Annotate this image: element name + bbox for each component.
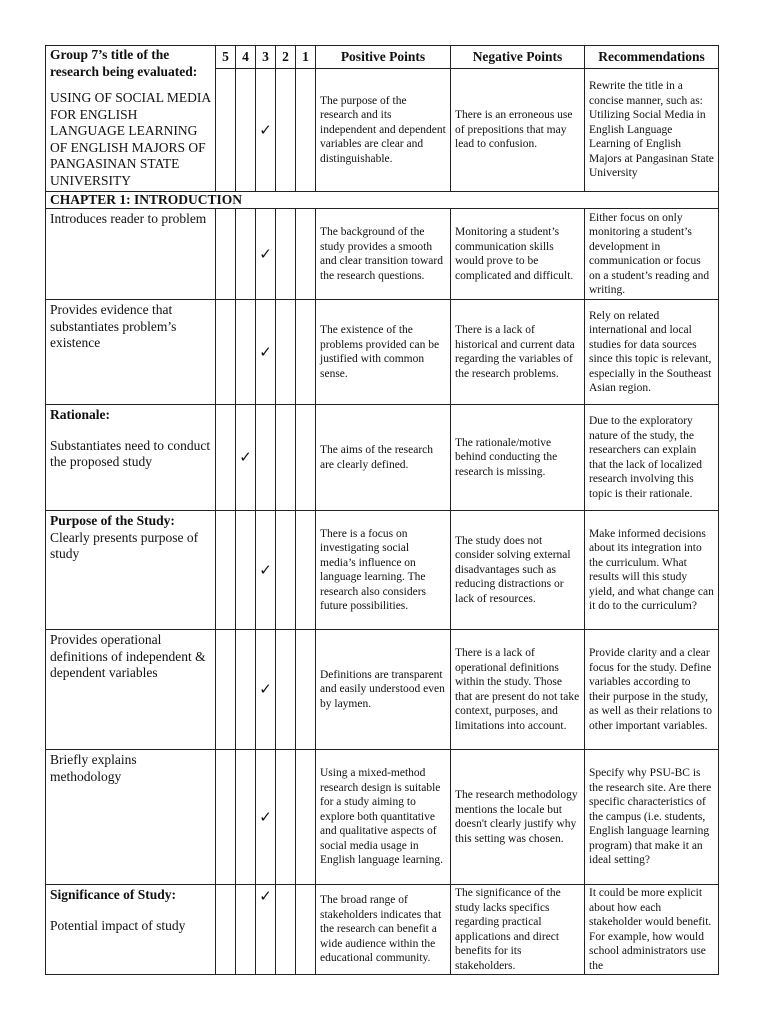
criterion-text: Provides evidence that substantiates problem’s existence [50,302,177,350]
rating-cell-2 [276,511,296,630]
rating-cell-3 [256,69,276,192]
negative-points-cell: The rationale/motive behind conducting the research is missing. [451,405,585,511]
recommendation-cell: Provide clarity and a clear focus for the study. Define variables according to their purpose in the study, as well as their relations to other important variables. [585,630,719,750]
recommendation-cell: Rewrite the title in a concise manner, such as: Utilizing Social Media in English Language Learning of English Majors at Pangasinan State University [585,69,719,192]
recommendation-cell: Rely on related international and local studies for data sources since this topic is relevant, especially in the Southeast Asian region. [585,300,719,405]
positive-points-cell: Using a mixed-method research design is suitable for a study aiming to explore both quantitative and qualitative aspects of social media usage in English language learning. [316,750,451,885]
check-mark-icon: ✓ [259,809,272,826]
criterion-cell [46,630,216,750]
check-mark-icon: ✓ [259,344,272,361]
negative-points-cell: There is a lack of operational definitions within the study. Those that are present do not take context, purposes, and limitations into account. [451,630,585,750]
rating-header-5: 5 [216,46,236,69]
rating-cell-3 [256,750,276,885]
rating-cell-5 [216,750,236,885]
study-title: USING OF SOCIAL MEDIA FOR ENGLISH LANGUAGE LEARNING OF ENGLISH MAJORS OF PANGASINAN STATE UNIVERSITY [50,90,211,188]
criterion-cell [46,209,216,300]
rating-cell-3 [256,511,276,630]
positive-points-header: Positive Points [316,46,451,69]
positive-points-cell: The purpose of the research and its independent and dependent variables are clear and distinguishable. [316,69,451,192]
criterion-text: Provides operational definitions of independent & dependent variables [50,632,206,680]
rating-cell-5 [216,69,236,192]
title-heading: Group 7’s title of the research being evaluated: [50,47,198,79]
criterion-text: Introduces reader to problem [50,211,207,226]
criterion-cell [46,300,216,405]
negative-points-cell: Monitoring a student’s communication skills would prove to be complicated and difficult. [451,209,585,300]
criterion-cell [46,511,216,630]
positive-points-cell: Definitions are transparent and easily understood even by laymen. [316,630,451,750]
criterion-text: Clearly presents purpose of study [50,529,199,561]
positive-points-cell: There is a focus on investigating social media’s influence on language learning. The research also considers future possibilities. [316,511,451,630]
recommendation-cell: It could be more explicit about how each stakeholder would benefit. For example, how would school administrators use the [585,885,719,975]
rating-cell-5 [216,300,236,405]
rating-cell-3 [256,405,276,511]
rating-header-3: 3 [256,46,276,69]
rating-cell-3 [256,885,276,975]
criterion-cell [46,885,216,975]
recommendations-header: Recommendations [585,46,719,69]
table-row [46,300,719,405]
research-title-cell [46,46,216,192]
positive-points-cell: The background of the study provides a smooth and clear transition toward the research questions. [316,209,451,300]
rating-cell-3 [256,300,276,405]
rating-cell-2 [276,209,296,300]
table-row [46,630,719,750]
rating-cell-1 [296,209,316,300]
table-row [46,511,719,630]
rating-cell-2 [276,885,296,975]
check-mark-icon: ✓ [259,246,272,263]
rating-cell-1 [296,69,316,192]
rating-cell-2 [276,405,296,511]
recommendation-cell: Specify why PSU-BC is the research site. Are there specific characteristics of the campus (i.e. students, English language learning program) that make it an ideal setting? [585,750,719,885]
rating-header-4: 4 [236,46,256,69]
rating-cell-4 [236,209,256,300]
rating-cell-5 [216,209,236,300]
rating-cell-1 [296,405,316,511]
negative-points-cell: The study does not consider solving external disadvantages such as reducing distractions or lack of resources. [451,511,585,630]
rating-cell-5 [216,885,236,975]
rating-cell-2 [276,69,296,192]
positive-points-cell: The existence of the problems provided can be justified with common sense. [316,300,451,405]
negative-points-cell: The research methodology mentions the locale but doesn't clearly justify why this setting was chosen. [451,750,585,885]
rating-cell-3 [256,630,276,750]
rating-cell-4 [236,405,256,511]
negative-points-cell: The significance of the study lacks specifics regarding practical applications and direct benefits for its stakeholders. [451,885,585,975]
rating-cell-4 [236,300,256,405]
recommendation-cell: Make informed decisions about its integration into the curriculum. What results will this study yield, and what change can it do to the curriculum? [585,511,719,630]
criterion-text: Potential impact of study [50,917,186,933]
negative-points-header: Negative Points [451,46,585,69]
negative-points-cell: There is an erroneous use of prepositions that may lead to confusion. [451,69,585,192]
chapter-row [46,192,719,209]
recommendation-cell: Due to the exploratory nature of the study, the researchers can explain that the lack of localized research involving this topic is their rationale. [585,405,719,511]
table-row [46,885,719,975]
positive-points-cell: The aims of the research are clearly defined. [316,405,451,511]
check-mark-icon: ✓ [259,562,272,579]
section-heading: Significance of Study: [50,887,177,902]
rating-cell-4 [236,511,256,630]
table-row [46,209,719,300]
rating-cell-1 [296,630,316,750]
check-mark-icon: ✓ [259,682,272,698]
rating-header-2: 2 [276,46,296,69]
check-mark-icon: ✓ [239,450,252,466]
criterion-cell [46,750,216,885]
criterion-text: Substantiates need to conduct the proposed study [50,437,211,469]
check-mark-icon: ✓ [259,889,272,905]
negative-points-cell: There is a lack of historical and current data regarding the variables of the research problems. [451,300,585,405]
check-mark-icon: ✓ [259,122,272,139]
section-heading: Purpose of the Study: [50,513,175,528]
header-row [46,46,719,69]
rating-cell-4 [236,885,256,975]
rating-header-1: 1 [296,46,316,69]
rating-cell-4 [236,630,256,750]
chapter-heading: CHAPTER 1: INTRODUCTION [46,192,719,209]
positive-points-cell: The broad range of stakeholders indicates that the research can benefit a wide audience within the educational community. [316,885,451,975]
rating-cell-4 [236,69,256,192]
rating-cell-3 [256,209,276,300]
rating-cell-1 [296,511,316,630]
rating-cell-2 [276,750,296,885]
recommendation-cell: Either focus on only monitoring a student’s development in communication or focus on a student’s reading and writing. [585,209,719,300]
table-row [46,750,719,885]
rating-cell-4 [236,750,256,885]
evaluation-table [45,45,719,975]
rating-cell-1 [296,300,316,405]
rating-cell-1 [296,885,316,975]
criterion-text: Briefly explains methodology [50,752,137,784]
section-heading: Rationale: [50,407,110,422]
criterion-cell [46,405,216,511]
rating-cell-5 [216,630,236,750]
rating-cell-1 [296,750,316,885]
rating-cell-5 [216,511,236,630]
rating-cell-5 [216,405,236,511]
rating-cell-2 [276,300,296,405]
rating-cell-2 [276,630,296,750]
table-row [46,405,719,511]
